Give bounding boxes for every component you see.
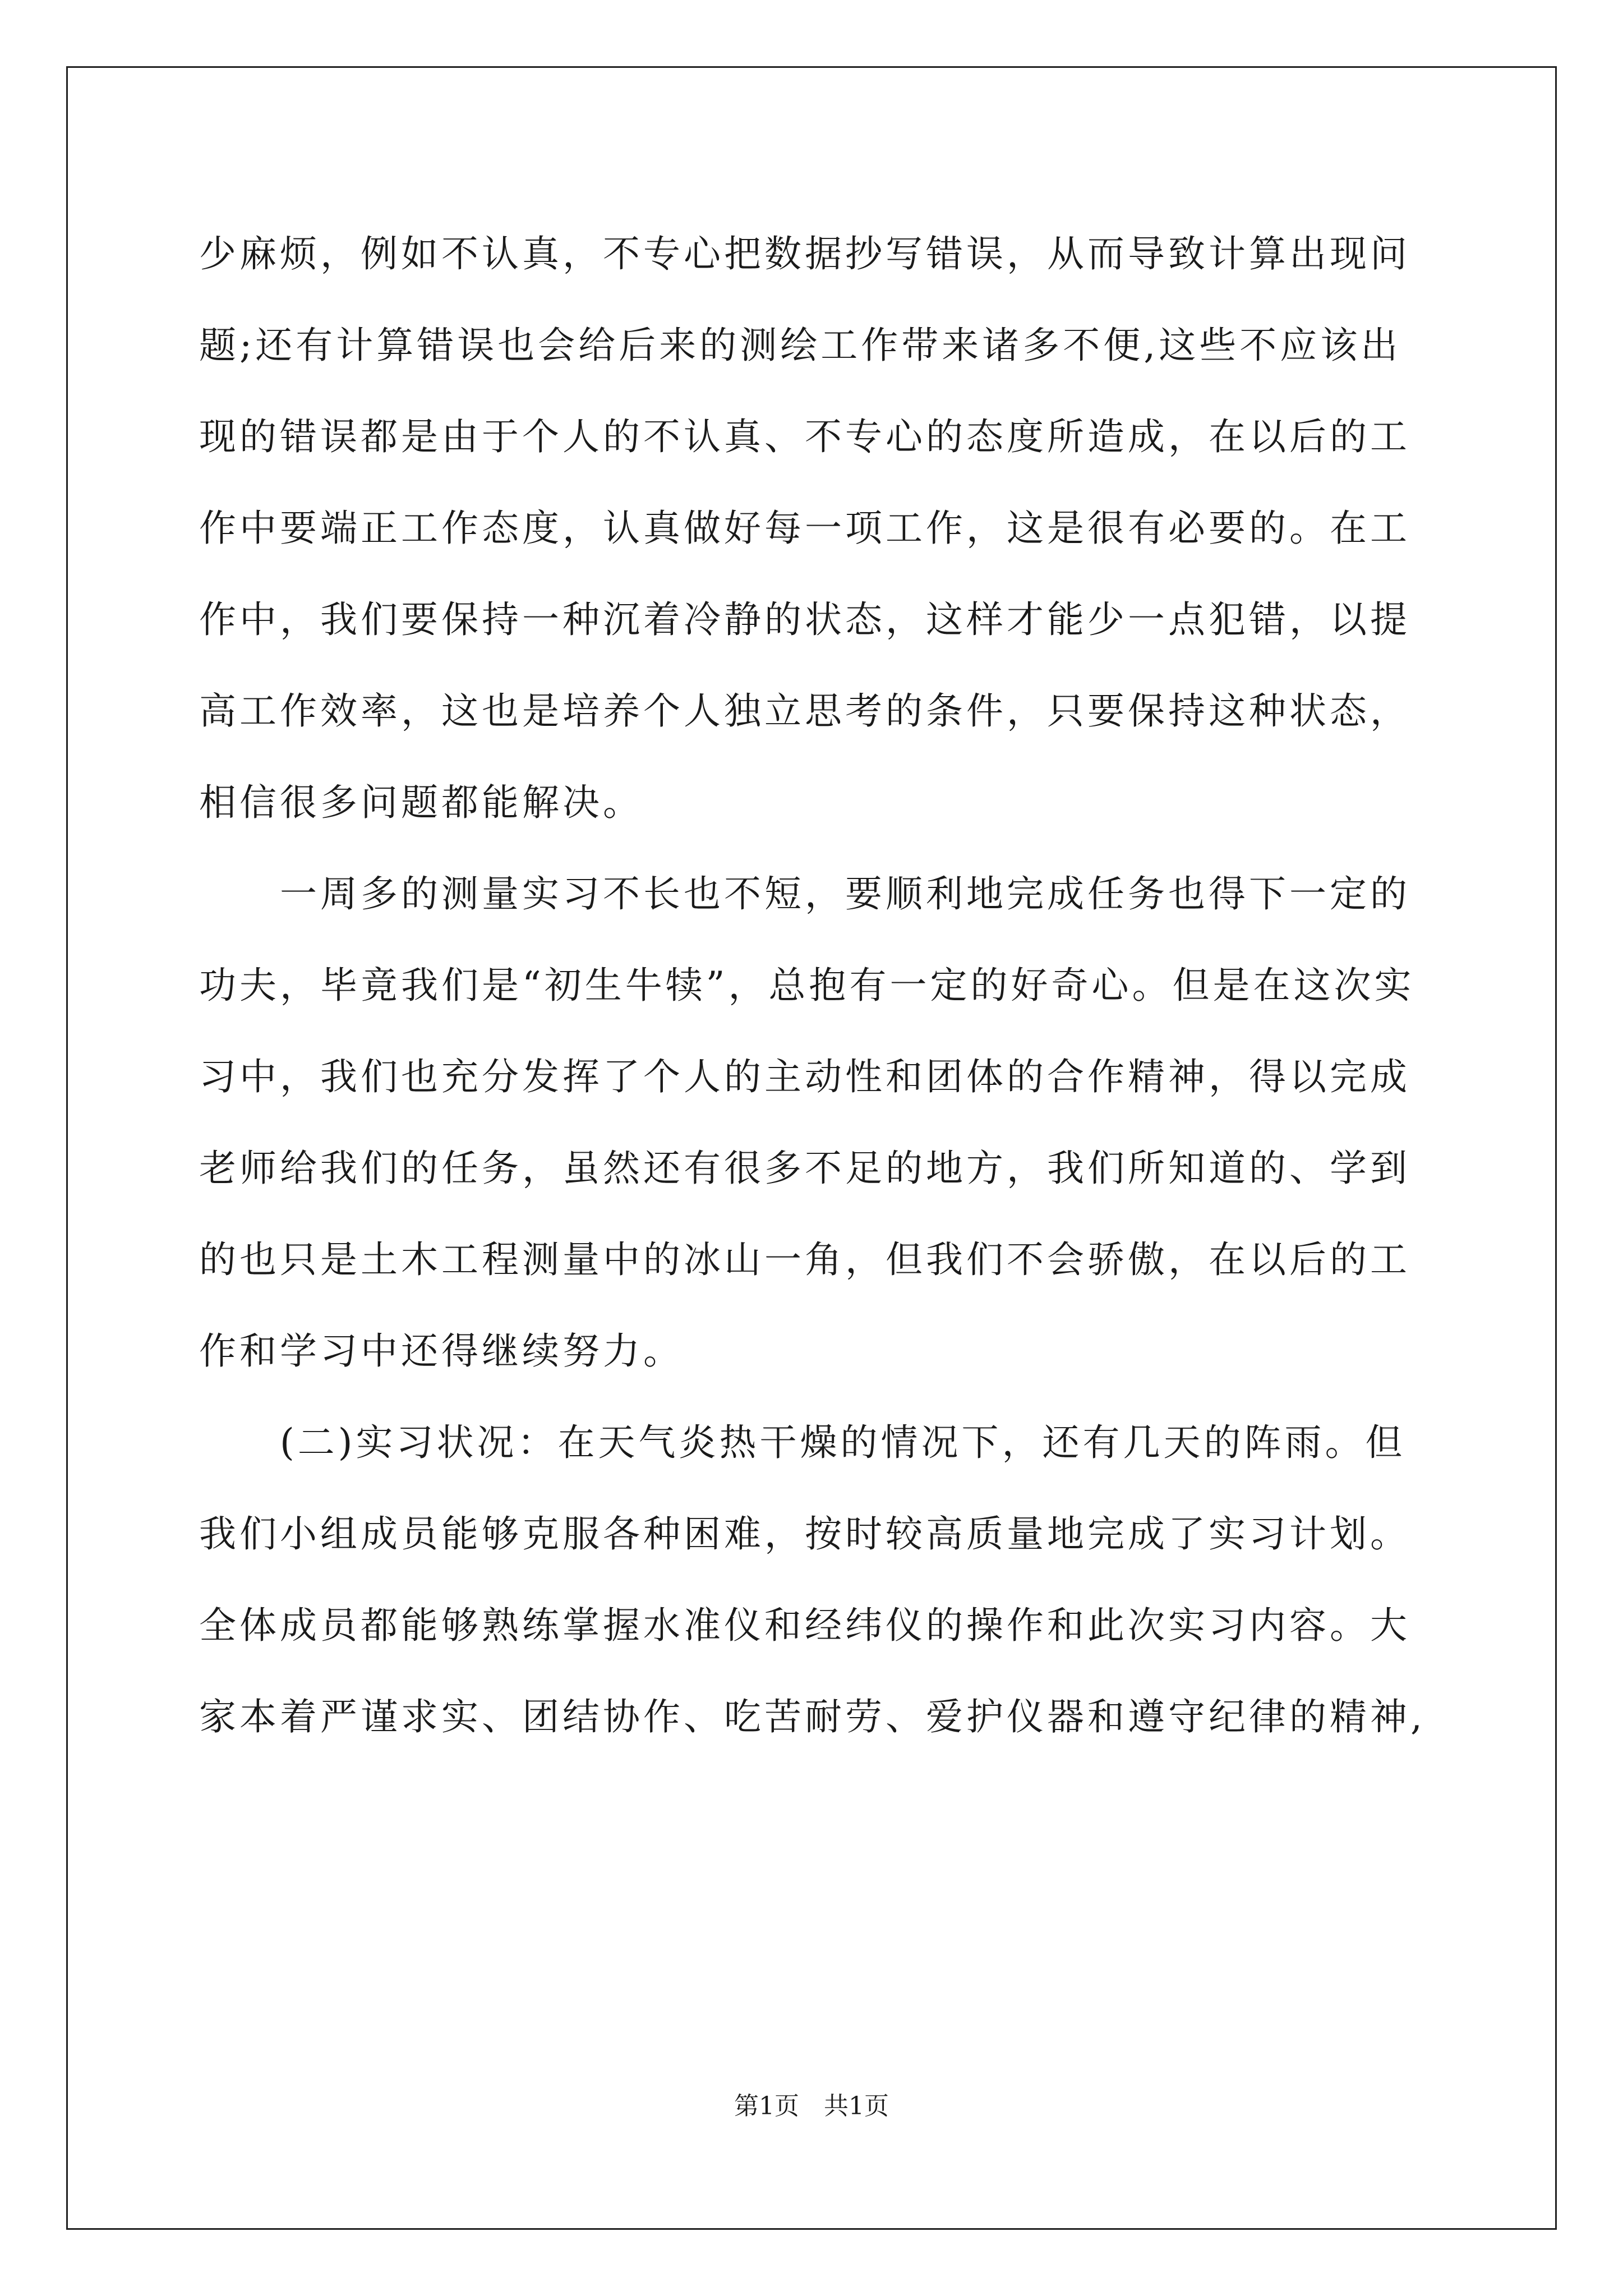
page-number-footer: 第1页 共1页 — [734, 2092, 889, 2120]
text-line: 全体成员都能够熟练掌握水准仪和经纬仪的操作和此次实习内容。大 — [199, 1604, 1410, 1647]
text-line: 相信很多问题都能解决。 — [199, 781, 643, 824]
text-line: 功夫，毕竟我们是“初生牛犊”，总抱有一定的好奇心。但是在这次实 — [199, 964, 1415, 1007]
text-line: 高工作效率，这也是培养个人独立思考的条件，只要保持这种状态， — [199, 689, 1410, 733]
text-line: 题;还有计算错误也会给后来的测绘工作带来诸多不便,这些不应该出 — [199, 324, 1401, 367]
text-line: 作中要端正工作态度，认真做好每一项工作，这是很有必要的。在工 — [199, 507, 1410, 550]
text-line: 的也只是土木工程测量中的冰山一角，但我们不会骄傲，在以后的工 — [199, 1238, 1410, 1281]
text-line: 现的错误都是由于个人的不认真、不专心的态度所造成，在以后的工 — [199, 415, 1410, 458]
text-line: 作中，我们要保持一种沉着冷静的状态，这样才能少一点犯错，以提 — [199, 598, 1410, 641]
text-line: 习中，我们也充分发挥了个人的主动性和团体的合作精神，得以完成 — [199, 1055, 1410, 1098]
text-line: 家本着严谨求实、团结协作、吃苦耐劳、爱护仪器和遵守纪律的精神, — [199, 1695, 1426, 1738]
text-line: 我们小组成员能够克服各种困难，按时较高质量地完成了实习计划。 — [199, 1512, 1410, 1556]
text-line: (二)实习状况：在天气炎热干燥的情况下，还有几天的阵雨。但 — [199, 1421, 1406, 1464]
text-line: 老师给我们的任务，虽然还有很多不足的地方，我们所知道的、学到 — [199, 1147, 1410, 1190]
text-line: 作和学习中还得继续努力。 — [199, 1329, 684, 1373]
text-line: 少麻烦，例如不认真，不专心把数据抄写错误，从而导致计算出现问 — [199, 232, 1410, 275]
text-line: 一周多的测量实习不长也不短，要顺利地完成任务也得下一定的 — [199, 872, 1410, 915]
